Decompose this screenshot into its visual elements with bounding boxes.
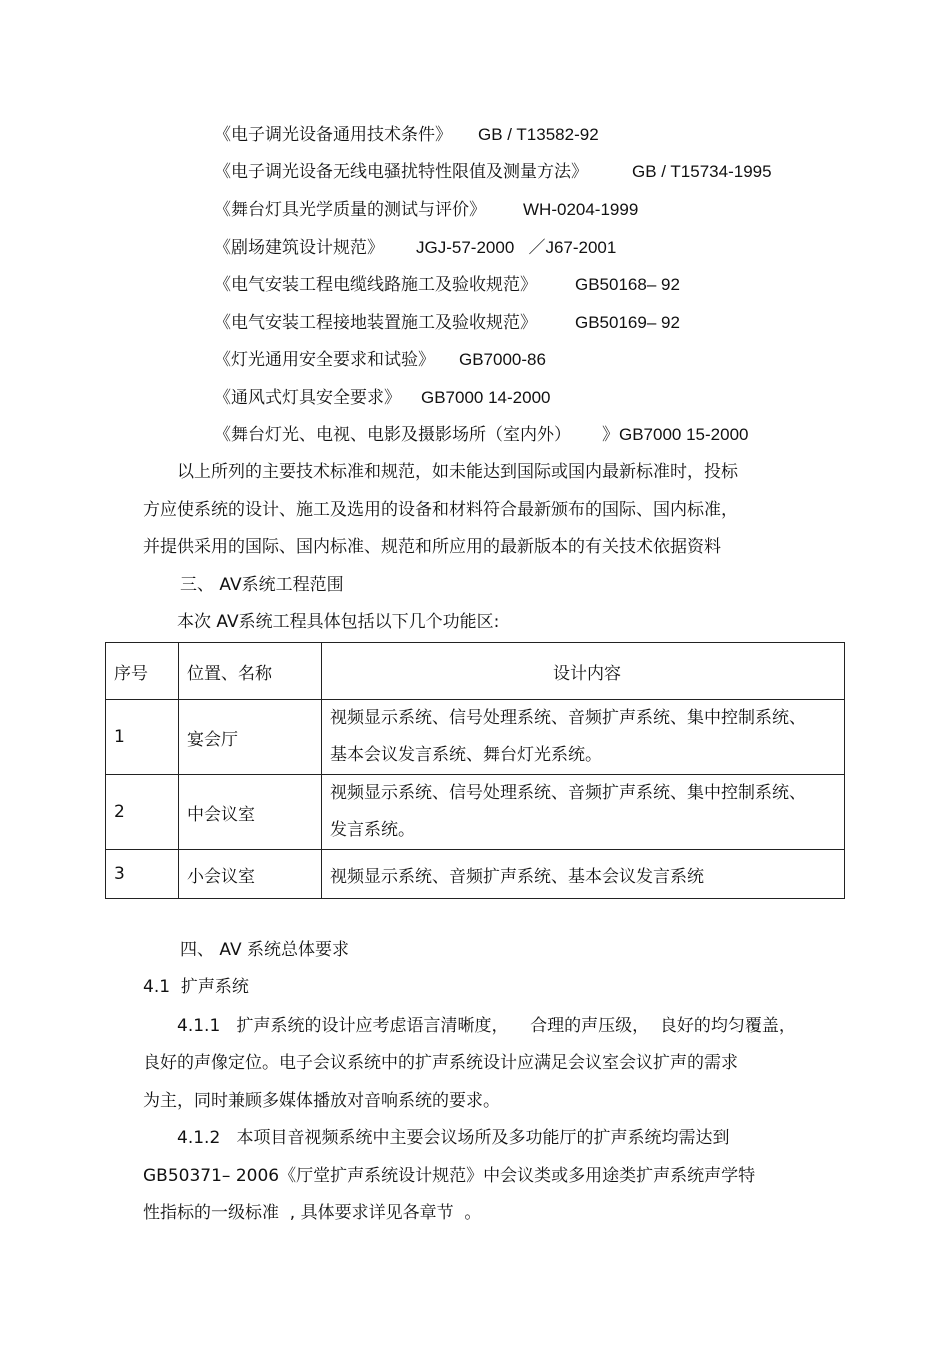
standard-title: 《舞台灯具光学质量的测试与评价》 [214, 200, 486, 220]
content-line: 发言系统。 [330, 820, 415, 840]
standard-code: 》GB7000 15-2000 [602, 425, 749, 444]
table-row [106, 775, 845, 850]
standard-code: GB50168– 92 [575, 275, 680, 294]
row-no: 1 [106, 700, 179, 775]
standard-title: 《电子调光设备通用技术条件》 [214, 125, 452, 145]
standard-title: 《舞台灯光、电视、电影及摄影场所（室内外） [214, 425, 571, 445]
standard-title: 《电气安装工程电缆线路施工及验收规范》 [214, 275, 537, 295]
paragraph-line: 并提供采用的国际、国内标准、规范和所应用的最新版本的有关技术依据资料 [143, 537, 721, 557]
paragraph-line: 方应使系统的设计、施工及选用的设备和材料符合最新颁布的国际、国内标准， [143, 500, 738, 520]
paragraph-line: 以上所列的主要技术标准和规范，如未能达到国际或国内最新标准时，投标 [177, 462, 738, 482]
standard-code: GB50169– 92 [575, 313, 680, 332]
function-area-table [105, 642, 845, 899]
header-content: 设计内容 [322, 643, 845, 700]
standard-title: 《剧场建筑设计规范》 [214, 238, 384, 258]
standard-code: GB / T15734-1995 [632, 162, 772, 181]
row-content [322, 700, 845, 775]
section-heading: 三、 AV系统工程范围 [180, 575, 344, 595]
standard-code: GB7000-86 [459, 350, 546, 369]
content-line: 视频显示系统、信号处理系统、音频扩声系统、集中控制系统、 [330, 708, 806, 728]
standard-title: 《电气安装工程接地装置施工及验收规范》 [214, 313, 537, 333]
intro-text: 本次 AV系统工程具体包括以下几个功能区: [177, 612, 500, 632]
paragraph-line: 4.1.1 扩声系统的设计应考虑语言清晰度， 合理的声压级， 良好的均匀覆盖， [177, 1016, 796, 1036]
table-row [106, 700, 845, 775]
standard-title: 《电子调光设备无线电骚扰特性限值及测量方法》 [214, 162, 588, 182]
row-name: 中会议室 [179, 775, 322, 850]
paragraph-line: GB50371– 2006《厅堂扩声系统设计规范》中会议类或多用途类扩声系统声学特 [143, 1166, 756, 1186]
table-row [106, 850, 845, 899]
section-heading: 四、 AV 系统总体要求 [180, 940, 349, 960]
row-no: 2 [106, 775, 179, 850]
standard-code: GB / T13582-92 [478, 125, 599, 144]
subsection-heading: 4.1 扩声系统 [143, 977, 249, 997]
table-header-row [106, 643, 845, 700]
row-content [322, 775, 845, 850]
standard-title: 《灯光通用安全要求和试验》 [214, 350, 435, 370]
row-content: 视频显示系统、音频扩声系统、基本会议发言系统 [322, 850, 845, 899]
paragraph-line: 良好的声像定位。电子会议系统中的扩声系统设计应满足会议室会议扩声的需求 [143, 1053, 738, 1073]
row-name: 小会议室 [179, 850, 322, 899]
paragraph-line: 为主，同时兼顾多媒体播放对音响系统的要求。 [143, 1091, 500, 1111]
standard-code: WH-0204-1999 [523, 200, 639, 219]
paragraph-line: 性指标的一级标准 , 具体要求详见各章节 。 [143, 1203, 482, 1223]
paragraph-line: 4.1.2 本项目音视频系统中主要会议场所及多功能厅的扩声系统均需达到 [177, 1128, 730, 1148]
row-no: 3 [106, 850, 179, 899]
standard-code: JGJ-57-2000 ／J67-2001 [416, 238, 617, 257]
row-name: 宴会厅 [179, 700, 322, 775]
content-line: 基本会议发言系统、舞台灯光系统。 [330, 745, 602, 765]
header-no: 序号 [106, 643, 179, 700]
standard-title: 《通风式灯具安全要求》 [214, 388, 401, 408]
content-line: 视频显示系统、信号处理系统、音频扩声系统、集中控制系统、 [330, 783, 806, 803]
header-name: 位置、名称 [179, 643, 322, 700]
standard-code: GB7000 14-2000 [421, 388, 551, 407]
